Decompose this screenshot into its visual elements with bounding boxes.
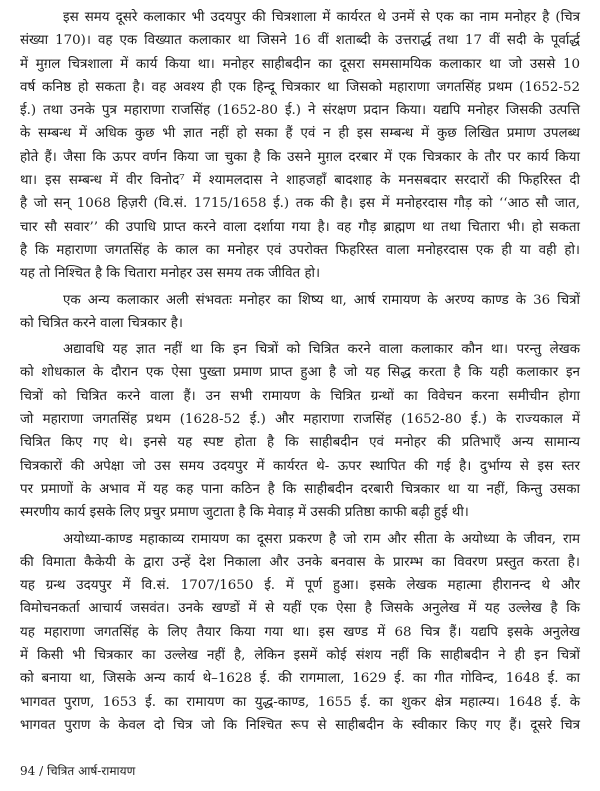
text-line: इस समय दूसरे कलाकार भी उदयपुर की चित्रशाला में कार्यरत थे उनमें से एक का नाम मनोहर है (चित्र (63, 10, 580, 25)
text-line: वर्ष कनिष्ठ हो सकता है। वह अवश्य ही एक हिन्दू चित्रकार था जिसको महाराणा जगतसिंह प्रथम (1652-52 (20, 79, 580, 95)
text-line: के सम्बन्ध में अधिक कुछ भी ज्ञात नहीं हो सका हैं एवं न ही इस सम्बन्ध में कुछ लिखित प्रमाण उपलब्ध (20, 126, 580, 142)
text-line: है कि महाराणा जगतसिंह के काल का मनोहर एवं उपरोक्त फिहरिस्त वाला मनोहरदास एक ही या वही हो। (20, 242, 580, 258)
page-footer (20, 762, 135, 779)
text-line: की विमाता कैकेयी के द्वारा उन्हें देश निकाला और उनके बनवास के प्रारम्भ का विवरण प्रस्तुत करता है। (20, 554, 580, 570)
text-line: में किसी भी चित्रकार का उल्लेख नहीं है, लेकिन इसमें कोई संशय नहीं कि साहीबदीन ने ही इन चित्रों (20, 648, 580, 664)
text-line: संख्या 170)। वह एक विख्यात कलाकार था जिसने 16 वीं शताब्दी के उत्तरार्द्ध तथा 17 वीं सदी के पूर्वार्द्ध (20, 33, 580, 49)
text-line: चित्रों को चित्रित करने वाला हैं। उन सभी रामायण के चित्रित ग्रन्थों का विवेचन करना समीचीन होगा (20, 388, 580, 404)
text-line: होते हैं। जैसा कि ऊपर वर्णन किया जा चुका है कि उसने मुग़ल दरबार में एक चित्रकार के तौर पर कार्य किया (20, 149, 580, 165)
page-body (20, 6, 580, 737)
text-line: भागवत पुराण, 1653 ई. का रामायण का युद्ध-काण्ड, 1655 ई. का शुकर क्षेत्र महात्म्य। 1648 ई. के (20, 694, 580, 710)
text-line: यह महाराणा जगतसिंह के लिए तैयार किया गया था। इस खण्ड में 68 चित्र हैं। यद्यपि इसके अनुलेख (20, 624, 580, 640)
text-line: पर प्रमाणों के अभाव में यह कह पाना कठिन है कि साहीबदीन दरबारी चित्रकार था या नहीं, किन्तु उसका (20, 481, 580, 497)
text-line: को बनाया था, जिसके अन्य कार्य थे–1628 ई. की रागमाला, 1629 ई. का गीत गोविन्द, 1648 ई. का (20, 671, 580, 687)
paragraph-3 (20, 338, 580, 524)
text-line: चित्रित किए गए थे। इनसे यह स्पष्ट होता है कि साहीबदीन एवं मनोहर की प्रतिभाएँ अन्य सामान्य (20, 435, 580, 451)
book-title: चित्रित आर्ष-रामायण (46, 764, 136, 778)
text-line: है जो सन् 1068 हिज़री (वि.सं. 1715/1658 ई.) तक की है। इस में मनोहरदास गौड़ को ‘‘आठ सौ जात, (20, 196, 580, 212)
text-line: यह ग्रन्थ उदयपुर में वि.सं. 1707/1650 ई. में पूर्ण हुआ। इसके लेखक महात्मा हीरानन्द थे और (20, 578, 580, 594)
text-line: अयोध्या-काण्ड महाकाव्य रामायण का दूसरा प्रकरण है जो राम और सीता के अयोध्या के जीवन, राम (63, 531, 580, 547)
text-line: ई.) तथा उनके पुत्र महाराणा राजसिंह (1652-80 ई.) ने संरक्षण प्रदान किया। यद्यपि मनोहर जिसकी उत्पत्ति (20, 103, 580, 119)
text-line: को शोधकाल के दौरान एक ऐसा पुख्ता प्रमाण प्राप्त हुआ है जो यह सिद्ध करता है कि यही कलाकार इन (20, 365, 580, 381)
text-line: था। इस सम्बन्ध में वीर विनोद⁷ में श्यामलदास ने शाहजहाँ बादशाह के मनसबदार सरदारों की फिहरिस्त दी (20, 173, 580, 189)
text-line: भागवत पुराण के केवल दो चित्र जो कि निश्चित रूप से साहीबदीन के स्वीकार किए गए हैं। दूसरे चित्र (20, 717, 580, 733)
text-line: को चित्रित करने वाला चित्रकार है। (20, 315, 183, 331)
text-line: विमोचनकर्ता आचार्य जसवंत। उनके खण्डों में से यहीं एक ऐसा है जिसके अनुलेख में यह उल्लेख है कि (20, 601, 580, 617)
text-line: अद्यावधि यह ज्ञात नहीं था कि इन चित्रों को चित्रित करने वाला कलाकार कौन था। परन्तु लेखक (63, 342, 580, 358)
text-line: में मुग़ल चित्रशाला में कार्य किया था। मनोहर साहीबदीन का दूसरा समसामयिक कलाकार था जो उससे 10 (20, 56, 580, 72)
page-number: 94 (20, 764, 36, 778)
text-line: चित्रकारों की अपेक्षा जो उस समय उदयपुर में कार्यरत थे- ऊपर स्थापित की गई है। दुर्भाग्य से इस स्तर (20, 458, 580, 474)
text-line: स्मरणीय कार्य इसके लिए प्रचुर प्रमाण जुटाता है कि मेवाड़ में उसकी प्रतिष्ठा काफी बढ़ी हुई थी। (20, 505, 469, 521)
text-line: एक अन्य कलाकार अली संभवतः मनोहर का शिष्य था, आर्ष रामायण के अरण्य काण्ड के 36 चित्रों (63, 292, 580, 308)
text-line: चार सौ सवार’’ की उपाधि प्राप्त करने वाला दर्शाया गया है। वह गौड़ ब्राह्मण था तथा चितारा भी। हो सकता (20, 219, 580, 235)
footer-separator: / (35, 764, 47, 778)
paragraph-4 (20, 528, 580, 738)
text-line: यह तो निश्चित है कि चितारा मनोहर उस समय तक जीवित हो। (20, 266, 321, 282)
paragraph-2 (20, 289, 580, 336)
text-line: जो महाराणा जगतसिंह प्रथम (1628-52 ई.) और महाराणा राजसिंह (1652-80 ई.) के राज्यकाल में (20, 412, 580, 428)
paragraph-1 (20, 6, 580, 286)
